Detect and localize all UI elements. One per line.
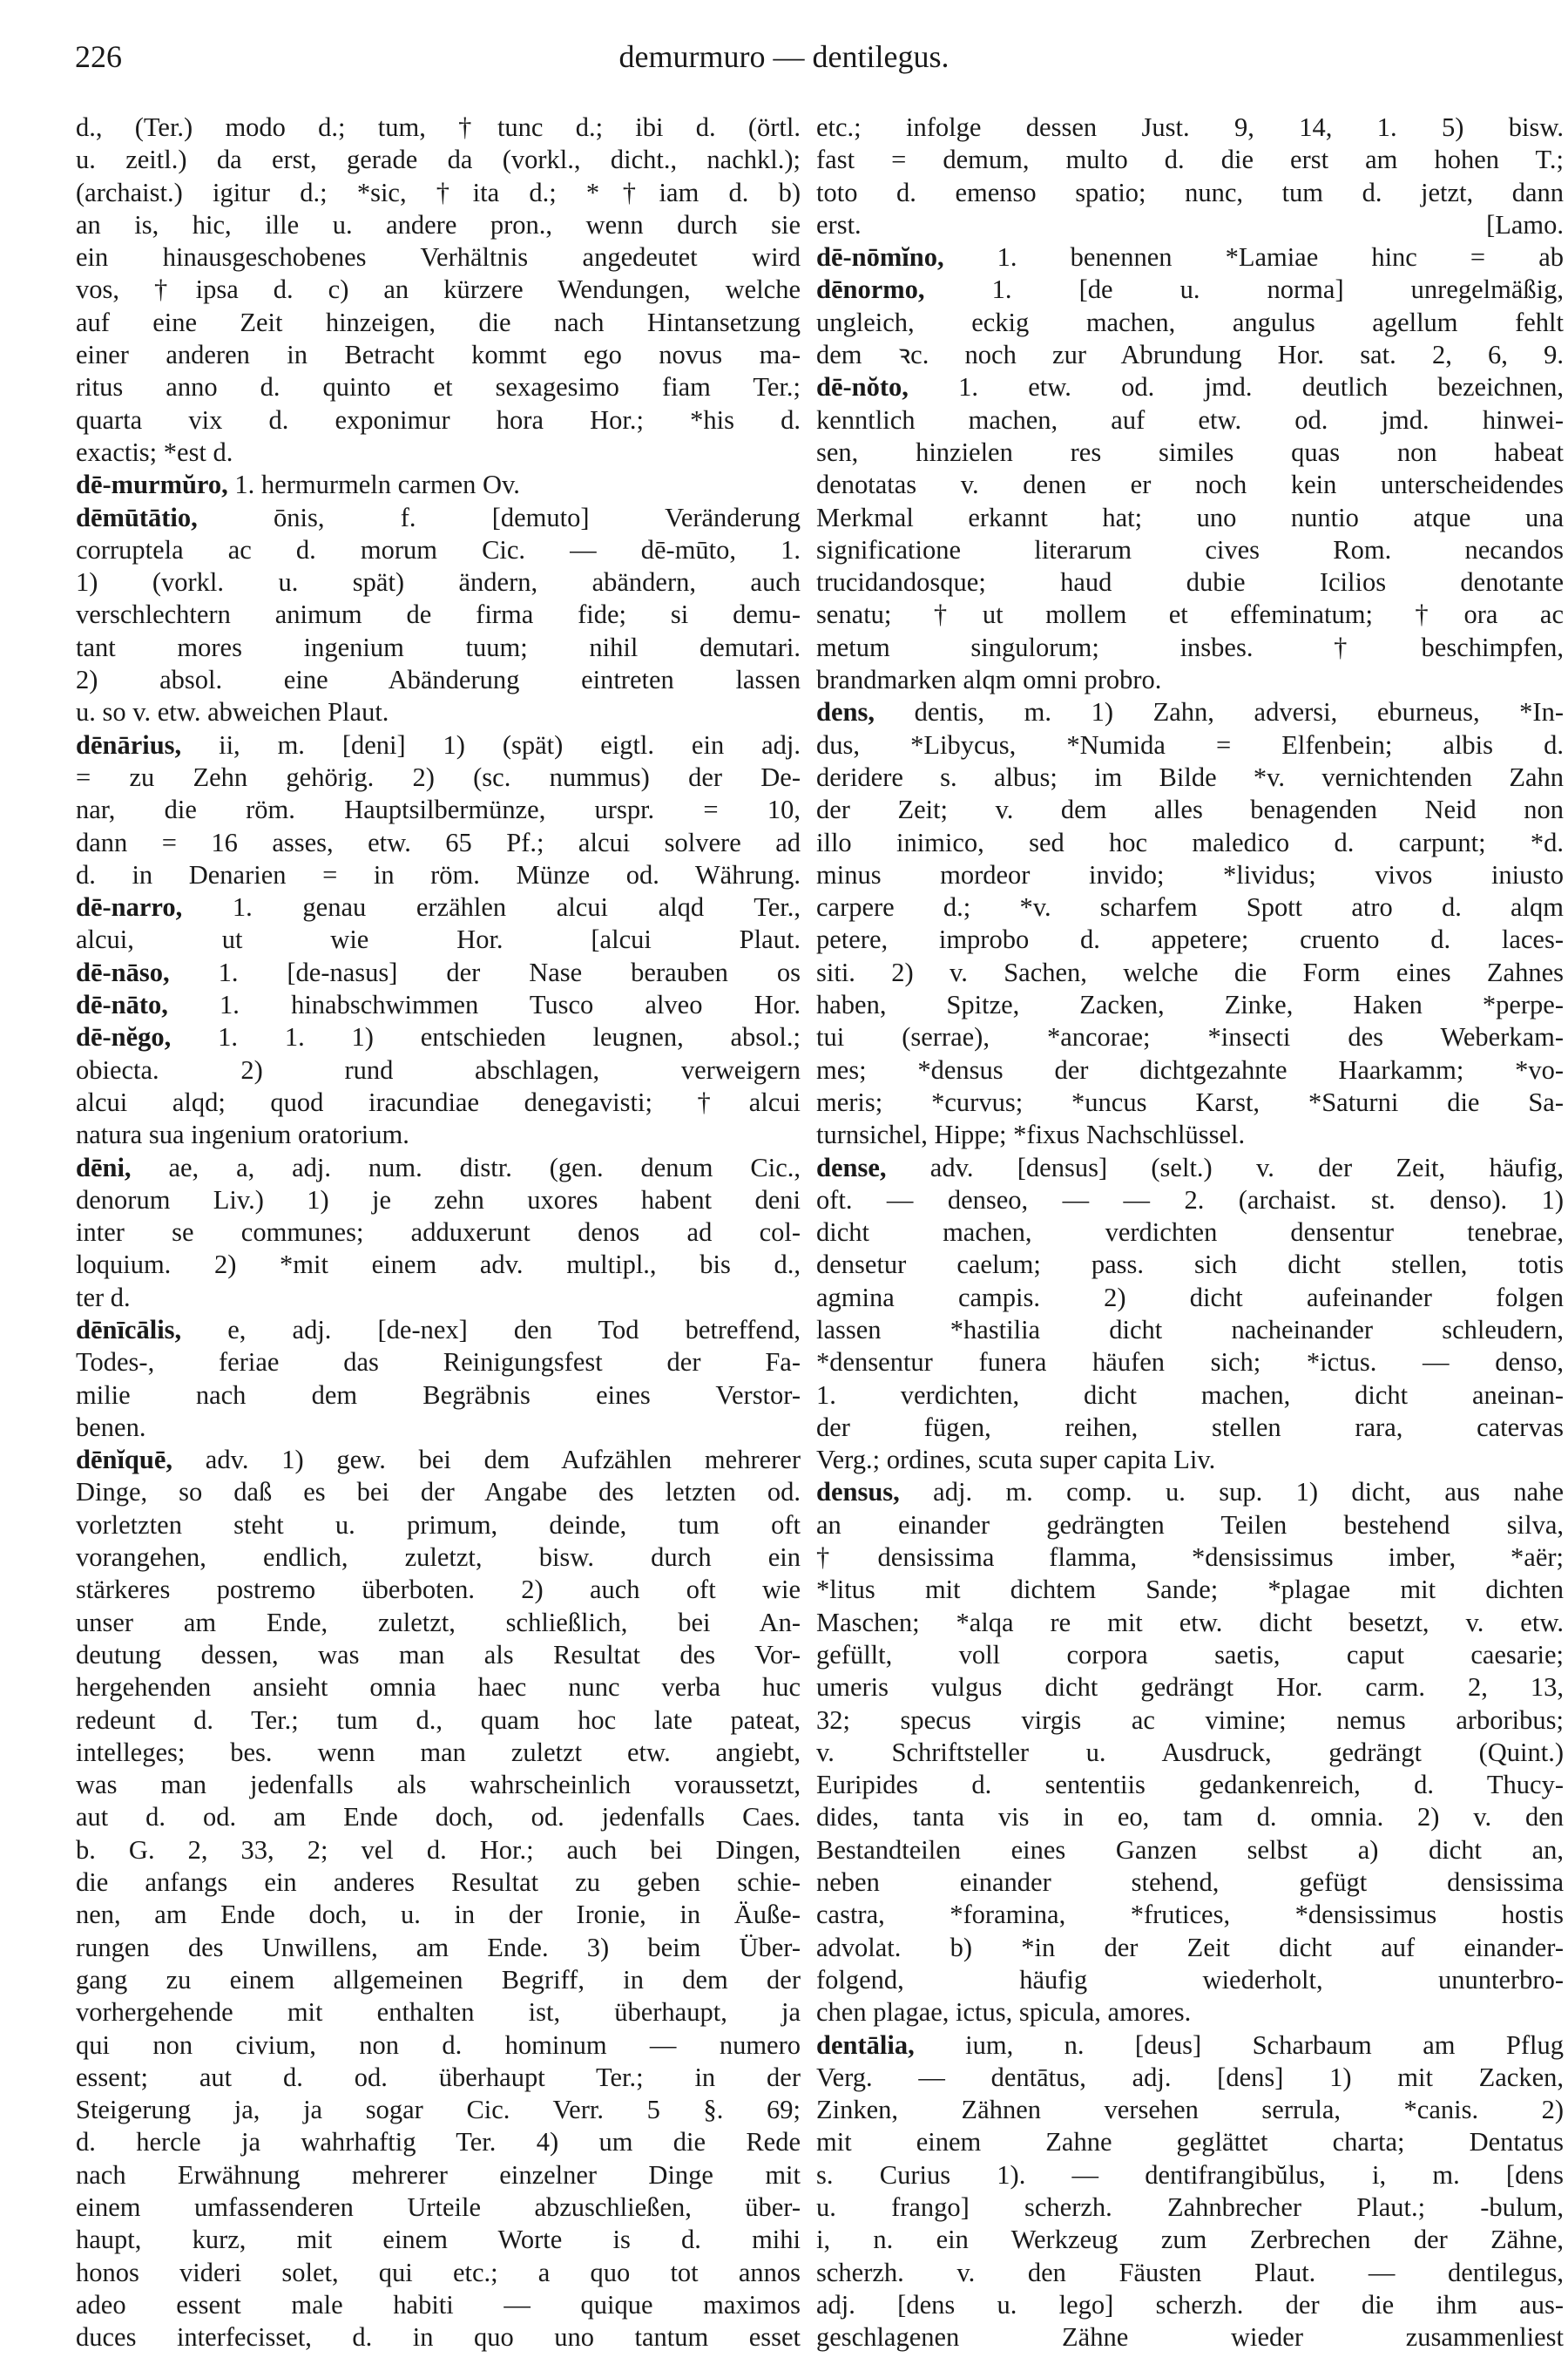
dictionary-line <box>816 1769 1564 1801</box>
dictionary-line <box>76 1444 801 1476</box>
dictionary-line <box>816 502 1564 534</box>
entry-text: 2) absol. eine Abänderung eintreten lassen <box>76 665 801 695</box>
headword: dēnārius, <box>76 729 182 760</box>
dictionary-line <box>76 1476 801 1508</box>
entry-text: 1. hermurmeln carmen Ov. <box>227 470 520 500</box>
entry-text: etc.; infolge dessen Just. 9, 14, 1. 5) bisw. <box>816 112 1564 142</box>
dictionary-line <box>816 1021 1564 1053</box>
entry-text: i, n. ein Werkzeug zum Zerbrechen der Zähne, <box>816 2225 1564 2255</box>
entry-text: dem ꝛc. noch zur Abrundung Hor. sat. 2, 6, 9. <box>816 340 1564 370</box>
dictionary-line <box>76 2289 801 2321</box>
entry-text: nach Erwähnung mehrerer einzelner Dinge mit <box>76 2159 801 2190</box>
dictionary-line <box>76 1899 801 1931</box>
dictionary-line <box>816 664 1564 696</box>
dictionary-line <box>76 2029 801 2062</box>
entry-text: die anfangs ein anderes Resultat zu geben schie- <box>76 1867 801 1898</box>
entry-text: loquium. 2) *mit einem adv. multipl., bis d., <box>76 1250 801 1280</box>
entry-text: aut d. od. am Ende doch, od. jedenfalls Caes. <box>76 1802 801 1832</box>
dictionary-line <box>816 859 1564 891</box>
dictionary-line <box>816 1704 1564 1737</box>
dictionary-line <box>76 2126 801 2158</box>
entry-text: erst. [Lamo. <box>816 209 1564 240</box>
dictionary-line <box>816 1737 1564 1769</box>
entry-text: adv. [densus] (selt.) v. der Zeit, häufig, <box>886 1152 1564 1182</box>
dictionary-line <box>816 729 1564 762</box>
running-title: demurmuro — dentilegus. <box>618 39 950 74</box>
entry-text: s. Curius 1). — dentifrangibŭlus, i, m. [dens <box>816 2159 1564 2190</box>
dictionary-line <box>76 1964 801 1996</box>
entry-text: inter se communes; adduxerunt denos ad col- <box>76 1217 801 1248</box>
entry-text: vorhergehende mit enthalten ist, überhaupt, ja <box>76 1997 801 2028</box>
entry-text: verschlechtern animum de firma fide; si demu- <box>76 599 801 630</box>
dictionary-line <box>816 2289 1564 2321</box>
dictionary-line <box>76 1314 801 1346</box>
headword: dēni, <box>76 1152 132 1182</box>
dictionary-line <box>816 1054 1564 1087</box>
dictionary-line <box>816 1476 1564 1508</box>
dictionary-line <box>76 1152 801 1184</box>
entry-text: benen. <box>76 1412 146 1442</box>
dictionary-line <box>76 794 801 826</box>
entry-text: unser am Ende, zuletzt, schließlich, bei An- <box>76 1607 801 1637</box>
dictionary-line <box>76 566 801 599</box>
entry-text: Steigerung ja, ja sogar Cic. Verr. 5 §. 69; <box>76 2095 801 2125</box>
dictionary-line <box>76 469 801 501</box>
dictionary-line <box>816 2257 1564 2289</box>
dictionary-line <box>76 1346 801 1378</box>
entry-text: essent; aut d. od. überhaupt Ter.; in der <box>76 2062 801 2092</box>
dictionary-line <box>76 1834 801 1866</box>
dictionary-line <box>76 307 801 339</box>
entry-text: redeunt d. Ter.; tum d., quam hoc late pateat, <box>76 1704 801 1735</box>
dictionary-line <box>76 1639 801 1671</box>
entry-text: hergehenden ansieht omnia haec nunc verba huc <box>76 1672 801 1703</box>
dictionary-line <box>76 2321 801 2354</box>
entry-text: 1. hinabschwimmen Tusco alveo Hor. <box>167 990 801 1020</box>
dictionary-line <box>76 2257 801 2289</box>
dictionary-line <box>816 1801 1564 1833</box>
entry-text: honos videri solet, qui etc.; a quo tot annos <box>76 2257 801 2287</box>
entry-text: densetur caelum; pass. sich dicht stellen, totis <box>816 1250 1564 1280</box>
dictionary-line <box>76 2159 801 2191</box>
dictionary-line <box>816 2159 1564 2191</box>
entry-text: scherzh. v. den Fäusten Plaut. — dentilegus, <box>816 2257 1564 2287</box>
entry-text: obiecta. 2) rund abschlagen, verweigern <box>76 1054 801 1085</box>
dictionary-line <box>816 1087 1564 1119</box>
dictionary-line <box>816 437 1564 469</box>
headword: dēmūtātio, <box>76 502 198 532</box>
dictionary-line <box>816 2321 1564 2354</box>
entry-text: d., (Ter.) modo d.; tum, †tunc d.; ibi d. (örtl. <box>76 112 801 142</box>
dictionary-line <box>816 1899 1564 1931</box>
entry-text: adeo essent male habiti — quique maximos <box>76 2289 801 2320</box>
dictionary-line <box>816 1932 1564 1964</box>
dictionary-line <box>816 112 1564 144</box>
entry-text: advolat. b) *in der Zeit dicht auf einander- <box>816 1932 1564 1962</box>
dictionary-line <box>76 534 801 566</box>
dictionary-line <box>816 404 1564 437</box>
dictionary-line <box>816 924 1564 956</box>
dictionary-line <box>816 1541 1564 1574</box>
entry-text: 32; specus virgis ac vimine; nemus arboribus; <box>816 1704 1564 1735</box>
entry-text: 1. [de-nasus] der Nase berauben os <box>169 957 801 987</box>
entry-text: tui (serrae), *ancorae; *insecti des Weberkam- <box>816 1022 1564 1053</box>
entry-text: b. G. 2, 33, 2; vel d. Hor.; auch bei Dingen, <box>76 1834 801 1865</box>
entry-text: dicht machen, verdichten densentur tenebrae, <box>816 1217 1564 1248</box>
dictionary-line <box>76 1671 801 1704</box>
entry-text: einem umfassenderen Urteile abzuschließen, über- <box>76 2192 801 2222</box>
entry-text: fast = demum, multo d. die erst am hohen T.; <box>816 145 1564 175</box>
entry-text: 1. verdichten, dicht machen, dicht aneinan- <box>816 1379 1564 1410</box>
entry-text: *litus mit dichtem Sande; *plagae mit dichten <box>816 1575 1564 1605</box>
entry-text: auf eine Zeit hinzeigen, die nach Hintansetzung <box>76 307 801 337</box>
dictionary-line <box>76 1509 801 1541</box>
dictionary-line <box>816 1996 1564 2029</box>
entry-text: ritus anno d. quinto et sexagesimo fiam Ter.; <box>76 372 801 403</box>
dictionary-line <box>76 209 801 241</box>
headword: dēnīcālis, <box>76 1314 182 1345</box>
entry-text: an is, hic, ille u. andere pron., wenn durch sie <box>76 209 801 240</box>
headword: dense, <box>816 1152 887 1182</box>
dictionary-line <box>76 339 801 371</box>
headword: densus, <box>816 1477 900 1507</box>
entry-text: castra, *foramina, *frutices, *densissimus hostis <box>816 1900 1564 1930</box>
dictionary-line <box>816 696 1564 728</box>
entry-text: ae, a, adj. num. distr. (gen. denum Cic., <box>131 1152 801 1182</box>
headword: dēnĭquē, <box>76 1445 173 1475</box>
headword: dēnormo, <box>816 274 925 305</box>
entry-text: metum singulorum; insbes. †beschimpfen, <box>816 632 1564 662</box>
entry-text: Maschen; *alqa re mit etw. dicht besetzt, v. etw. <box>816 1607 1564 1637</box>
dictionary-line <box>76 1379 801 1412</box>
dictionary-line <box>816 2126 1564 2158</box>
dictionary-line <box>76 632 801 664</box>
entry-text: tant mores ingenium tuum; nihil demutari. <box>76 632 801 662</box>
dictionary-line <box>816 1412 1564 1444</box>
entry-text: einer anderen in Betracht kommt ego novus ma- <box>76 340 801 370</box>
dictionary-line <box>76 112 801 144</box>
dictionary-line <box>816 2191 1564 2224</box>
entry-text: *densentur funera häufen sich; *ictus. — denso, <box>816 1347 1564 1378</box>
dictionary-line <box>816 2029 1564 2062</box>
entry-text: 1. 1. 1) entschieden leugnen, absol.; <box>171 1022 801 1053</box>
dictionary-line <box>76 177 801 209</box>
entry-text: exactis; *est d. <box>76 437 233 467</box>
entry-text: meris; *curvus; *uncus Karst, *Saturni die Sa- <box>816 1087 1564 1117</box>
headword: dē-nōmĭno, <box>816 242 944 273</box>
dictionary-line <box>76 1866 801 1899</box>
dictionary-line <box>816 794 1564 826</box>
dictionary-line <box>76 1412 801 1444</box>
dictionary-line <box>816 1574 1564 1606</box>
dictionary-line <box>76 404 801 437</box>
dictionary-line <box>816 1119 1564 1151</box>
headword: dē-nĕgo, <box>76 1022 172 1053</box>
entry-text: deridere s. albus; im Bilde *v. vernichtenden Zahn <box>816 762 1564 792</box>
dictionary-line <box>816 989 1564 1021</box>
entry-text: ungleich, eckig machen, angulus agellum fehlt <box>816 307 1564 337</box>
dictionary-line <box>76 1282 801 1314</box>
entry-text: adj. m. comp. u. sup. 1) dicht, aus nahe <box>899 1477 1564 1507</box>
entry-text: (archaist.) igitur d.; *sic, †ita d.; *†iam d. b) <box>76 177 801 207</box>
dictionary-line <box>816 1184 1564 1216</box>
page-header <box>0 38 1568 82</box>
dictionary-line <box>816 1444 1564 1476</box>
entry-text: siti. 2) v. Sachen, welche die Form eines Zahnes <box>816 957 1564 987</box>
dictionary-line <box>816 957 1564 989</box>
dictionary-line <box>816 2094 1564 2126</box>
dictionary-line <box>76 599 801 631</box>
entry-text: was man jedenfalls als wahrscheinlich voraussetzt, <box>76 1770 801 1800</box>
headword: dens, <box>816 697 875 728</box>
entry-text: †densissima flamma, *densissimus imber, *aër; <box>816 1542 1564 1573</box>
dictionary-line <box>816 177 1564 209</box>
entry-text: adj. [dens u. lego] scherzh. der die ihm aus- <box>816 2289 1564 2320</box>
entry-text: Todes-, feriae das Reinigungsfest der Fa- <box>76 1347 801 1378</box>
dictionary-line <box>816 1282 1564 1314</box>
entry-text: d. hercle ja wahrhaftig Ter. 4) um die Rede <box>76 2127 801 2157</box>
entry-text: brandmarken alqm omni probro. <box>816 665 1162 695</box>
dictionary-line <box>816 1639 1564 1671</box>
dictionary-line <box>816 534 1564 566</box>
entry-text: denotatas v. denen er noch kein unterscheidendes <box>816 470 1564 500</box>
page-number: 226 <box>75 39 122 74</box>
dictionary-line <box>76 1216 801 1249</box>
entry-text: alcui, ut wie Hor. [alcui Plaut. <box>76 925 801 955</box>
entry-text: toto d. emenso spatio; nunc, tum d. jetzt, dann <box>816 177 1564 207</box>
entry-text: ōnis, f. [demuto] Veränderung <box>197 502 801 532</box>
entry-text: der fügen, reihen, stellen rara, catervas <box>816 1412 1564 1442</box>
entry-text: denorum Liv.) 1) je zehn uxores habent deni <box>76 1184 801 1215</box>
dictionary-line <box>816 1152 1564 1184</box>
dictionary-line <box>816 307 1564 339</box>
entry-text: lassen *hastilia dicht nacheinander schleudern, <box>816 1314 1564 1345</box>
dictionary-line <box>816 339 1564 371</box>
entry-text: u. frango] scherzh. Zahnbrecher Plaut.; -bulum, <box>816 2192 1564 2222</box>
dictionary-line <box>816 891 1564 924</box>
dictionary-line <box>76 1704 801 1737</box>
dictionary-line <box>816 1671 1564 1704</box>
dictionary-line <box>76 241 801 274</box>
dictionary-line <box>816 274 1564 306</box>
dictionary-line <box>76 1184 801 1216</box>
dictionary-line <box>816 1509 1564 1541</box>
dictionary-line <box>76 2224 801 2256</box>
entry-text: duces interfecisset, d. in quo uno tantum esset <box>76 2322 801 2353</box>
entry-text: Verg. — dentātus, adj. [dens] 1) mit Zacken, <box>816 2062 1564 2092</box>
entry-text: dann = 16 asses, etw. 65 Pf.; alcui solvere ad <box>76 827 801 857</box>
dictionary-line <box>76 1249 801 1281</box>
dictionary-line <box>76 1737 801 1769</box>
dictionary-line <box>76 502 801 534</box>
headword: dē-murmŭro, <box>76 470 228 500</box>
dictionary-line <box>76 664 801 696</box>
dictionary-line <box>816 1216 1564 1249</box>
dictionary-line <box>816 144 1564 176</box>
entry-text: 1. etw. od. jmd. deutlich bezeichnen, <box>908 372 1564 403</box>
right-column <box>816 112 1564 2354</box>
entry-text: ii, m. [deni] 1) (spät) eigtl. ein adj. <box>181 729 801 760</box>
entry-text: umeris vulgus dicht gedrängt Hor. carm. 2, 13, <box>816 1672 1564 1703</box>
entry-text: Merkmal erkannt hat; uno nuntio atque una <box>816 502 1564 532</box>
entry-text: sen, hinzielen res similes quas non habeat <box>816 437 1564 467</box>
entry-text: kenntlich machen, auf etw. od. jmd. hinwei- <box>816 404 1564 435</box>
dictionary-line <box>816 632 1564 664</box>
entry-text: petere, improbo d. appetere; cruento d. laces- <box>816 925 1564 955</box>
dictionary-line <box>76 1996 801 2029</box>
dictionary-line <box>76 891 801 924</box>
dictionary-line <box>76 957 801 989</box>
dictionary-line <box>816 371 1564 403</box>
dictionary-line <box>816 1964 1564 1996</box>
headword: dentālia, <box>816 2029 915 2060</box>
dictionary-line <box>76 1607 801 1639</box>
entry-text: deutung dessen, was man als Resultat des Vor- <box>76 1639 801 1670</box>
entry-text: v. Schriftsteller u. Ausdruck, gedrängt (Quint.) <box>816 1737 1564 1767</box>
dictionary-line <box>76 1541 801 1574</box>
dictionary-line <box>76 2191 801 2224</box>
dictionary-line <box>816 1834 1564 1866</box>
entry-text: agmina campis. 2) dicht aufeinander folgen <box>816 1282 1564 1312</box>
dictionary-line <box>816 762 1564 794</box>
left-column <box>76 112 801 2354</box>
entry-text: chen plagae, ictus, spicula, amores. <box>816 1997 1192 2028</box>
entry-text: illo inimico, sed hoc maledico d. carpunt; *d. <box>816 827 1564 857</box>
entry-text: 1. genau erzählen alcui alqd Ter., <box>182 892 801 923</box>
dictionary-line <box>76 696 801 728</box>
entry-text: vorletzten steht u. primum, deinde, tum oft <box>76 1509 801 1540</box>
entry-text: Zinken, Zähnen versehen serrula, *canis. 2) <box>816 2095 1564 2125</box>
entry-text: turnsichel, Hippe; *fixus Nachschlüssel. <box>816 1120 1246 1150</box>
entry-text: nen, am Ende doch, u. in der Ironie, in Äuße- <box>76 1900 801 1930</box>
entry-text: ter d. <box>76 1282 131 1312</box>
dictionary-line <box>816 1314 1564 1346</box>
entry-text: significatione literarum cives Rom. necandos <box>816 534 1564 565</box>
dictionary-line <box>816 566 1564 599</box>
entry-text: Verg.; ordines, scuta super capita Liv. <box>816 1445 1216 1475</box>
entry-text: folgend, häufig wiederholt, ununterbro- <box>816 1964 1564 1995</box>
entry-text: corruptela ac d. morum Cic. — dē-mūto, 1. <box>76 534 801 565</box>
headword: dē-nāto, <box>76 990 168 1020</box>
entry-text: u. zeitl.) da erst, gerade da (vorkl., dicht., nachkl.); <box>76 145 801 175</box>
entry-text: Dinge, so daß es bei der Angabe des letzten od. <box>76 1477 801 1507</box>
entry-text: ium, n. [deus] Scharbaum am Pflug <box>914 2029 1564 2060</box>
dictionary-line <box>76 1021 801 1053</box>
headword: dē-nŏto, <box>816 372 909 403</box>
headword: dē-nāso, <box>76 957 170 987</box>
headword: dē-narro, <box>76 892 183 923</box>
dictionary-line <box>816 209 1564 241</box>
dictionary-line <box>76 729 801 762</box>
entry-text: der Zeit; v. dem alles benagenden Neid non <box>816 795 1564 825</box>
entry-text: ein hinausgeschobenes Verhältnis angedeutet wird <box>76 242 801 273</box>
entry-text: stärkeres postremo überboten. 2) auch oft wie <box>76 1575 801 1605</box>
entry-text: 1. benennen *Lamiae hinc = ab <box>943 242 1564 273</box>
entry-text: alcui alqd; quod iracundiae denegavisti; †alcui <box>76 1087 801 1117</box>
entry-text: e, adj. [de-nex] den Tod betreffend, <box>181 1314 801 1345</box>
dictionary-line <box>76 924 801 956</box>
entry-text: geschlagenen Zähne wieder zusammenliest <box>816 2322 1564 2353</box>
entry-text: dides, tanta vis in eo, tam d. omnia. 2) v. den <box>816 1802 1564 1832</box>
entry-text: trucidandosque; haud dubie Icilios denotante <box>816 567 1564 598</box>
dictionary-line <box>76 989 801 1021</box>
entry-text: mes; *densus der dichtgezahnte Haarkamm; *vo- <box>816 1054 1564 1085</box>
entry-text: d. in Denarien = in röm. Münze od. Währung. <box>76 859 801 890</box>
entry-text: minus mordeor invido; *lividus; vivos iniusto <box>816 859 1564 890</box>
dictionary-line <box>76 1054 801 1087</box>
entry-text: qui non civium, non d. hominum — numero <box>76 2029 801 2060</box>
dictionary-line <box>76 1932 801 1964</box>
entry-text: haupt, kurz, mit einem Worte is d. mihi <box>76 2225 801 2255</box>
entry-text: milie nach dem Begräbnis eines Verstor- <box>76 1379 801 1410</box>
dictionary-line <box>816 469 1564 501</box>
entry-text: dus, *Libycus, *Numida = Elfenbein; albis d. <box>816 729 1564 760</box>
entry-text: nar, die röm. Hauptsilbermünze, urspr. = 10, <box>76 795 801 825</box>
dictionary-line <box>76 371 801 403</box>
dictionary-line <box>76 1087 801 1119</box>
dictionary-line <box>76 827 801 859</box>
dictionary-line <box>76 859 801 891</box>
entry-text: vos, †ipsa d. c) an kürzere Wendungen, welche <box>76 274 801 305</box>
dictionary-line <box>76 437 801 469</box>
dictionary-line <box>816 2224 1564 2256</box>
entry-text: gefüllt, voll corpora saetis, caput caesarie; <box>816 1639 1564 1670</box>
entry-text: = zu Zehn gehörig. 2) (sc. nummus) der De- <box>76 762 801 792</box>
dictionary-line <box>76 2062 801 2094</box>
dictionary-line <box>76 144 801 176</box>
dictionary-line <box>816 1249 1564 1281</box>
entry-text: oft. — denseo, — — 2. (archaist. st. denso). 1) <box>816 1184 1564 1215</box>
entry-text: quarta vix d. exponimur hora Hor.; *his d. <box>76 404 801 435</box>
dictionary-line <box>816 599 1564 631</box>
entry-text: Bestandteilen eines Ganzen selbst a) dicht an, <box>816 1834 1564 1865</box>
dictionary-line <box>76 2094 801 2126</box>
dictionary-line <box>76 1119 801 1151</box>
dictionary-line <box>816 1866 1564 1899</box>
dictionary-line <box>76 274 801 306</box>
dictionary-line <box>76 1574 801 1606</box>
dictionary-line <box>816 1379 1564 1412</box>
entry-text: vorangehen, endlich, zuletzt, bisw. durch ein <box>76 1542 801 1573</box>
dictionary-line <box>76 762 801 794</box>
dictionary-line <box>816 2062 1564 2094</box>
entry-text: natura sua ingenium oratorium. <box>76 1120 409 1150</box>
entry-text: gang zu einem allgemeinen Begriff, in dem der <box>76 1964 801 1995</box>
dictionary-line <box>816 241 1564 274</box>
entry-text: intelleges; bes. wenn man zuletzt etw. angiebt, <box>76 1737 801 1767</box>
dictionary-line <box>76 1801 801 1833</box>
dictionary-line <box>76 1769 801 1801</box>
entry-text: haben, Spitze, Zacken, Zinke, Haken *perpe- <box>816 990 1564 1020</box>
entry-text: an einander gedrängten Teilen bestehend silva, <box>816 1509 1564 1540</box>
entry-text: carpere d.; *v. scharfem Spott atro d. alqm <box>816 892 1564 923</box>
entry-text: mit einem Zahne geglättet charta; Dentatus <box>816 2127 1564 2157</box>
entry-text: rungen des Unwillens, am Ende. 3) beim Über- <box>76 1932 801 1962</box>
entry-text: 1) (vorkl. u. spät) ändern, abändern, auch <box>76 567 801 598</box>
entry-text: senatu; †ut mollem et effeminatum; †ora ac <box>816 599 1564 630</box>
entry-text: adv. 1) gew. bei dem Aufzählen mehrerer <box>172 1445 801 1475</box>
entry-text: u. so v. etw. abweichen Plaut. <box>76 697 389 728</box>
entry-text: Euripides d. sententiis gedankenreich, d. Thucy- <box>816 1770 1564 1800</box>
dictionary-line <box>816 1346 1564 1378</box>
dictionary-line <box>816 1607 1564 1639</box>
entry-text: dentis, m. 1) Zahn, adversi, eburneus, *In- <box>874 697 1564 728</box>
entry-text: neben einander stehend, gefügt densissima <box>816 1867 1564 1898</box>
entry-text: 1. [de u. norma] unregelmäßig, <box>924 274 1564 305</box>
dictionary-line <box>816 827 1564 859</box>
